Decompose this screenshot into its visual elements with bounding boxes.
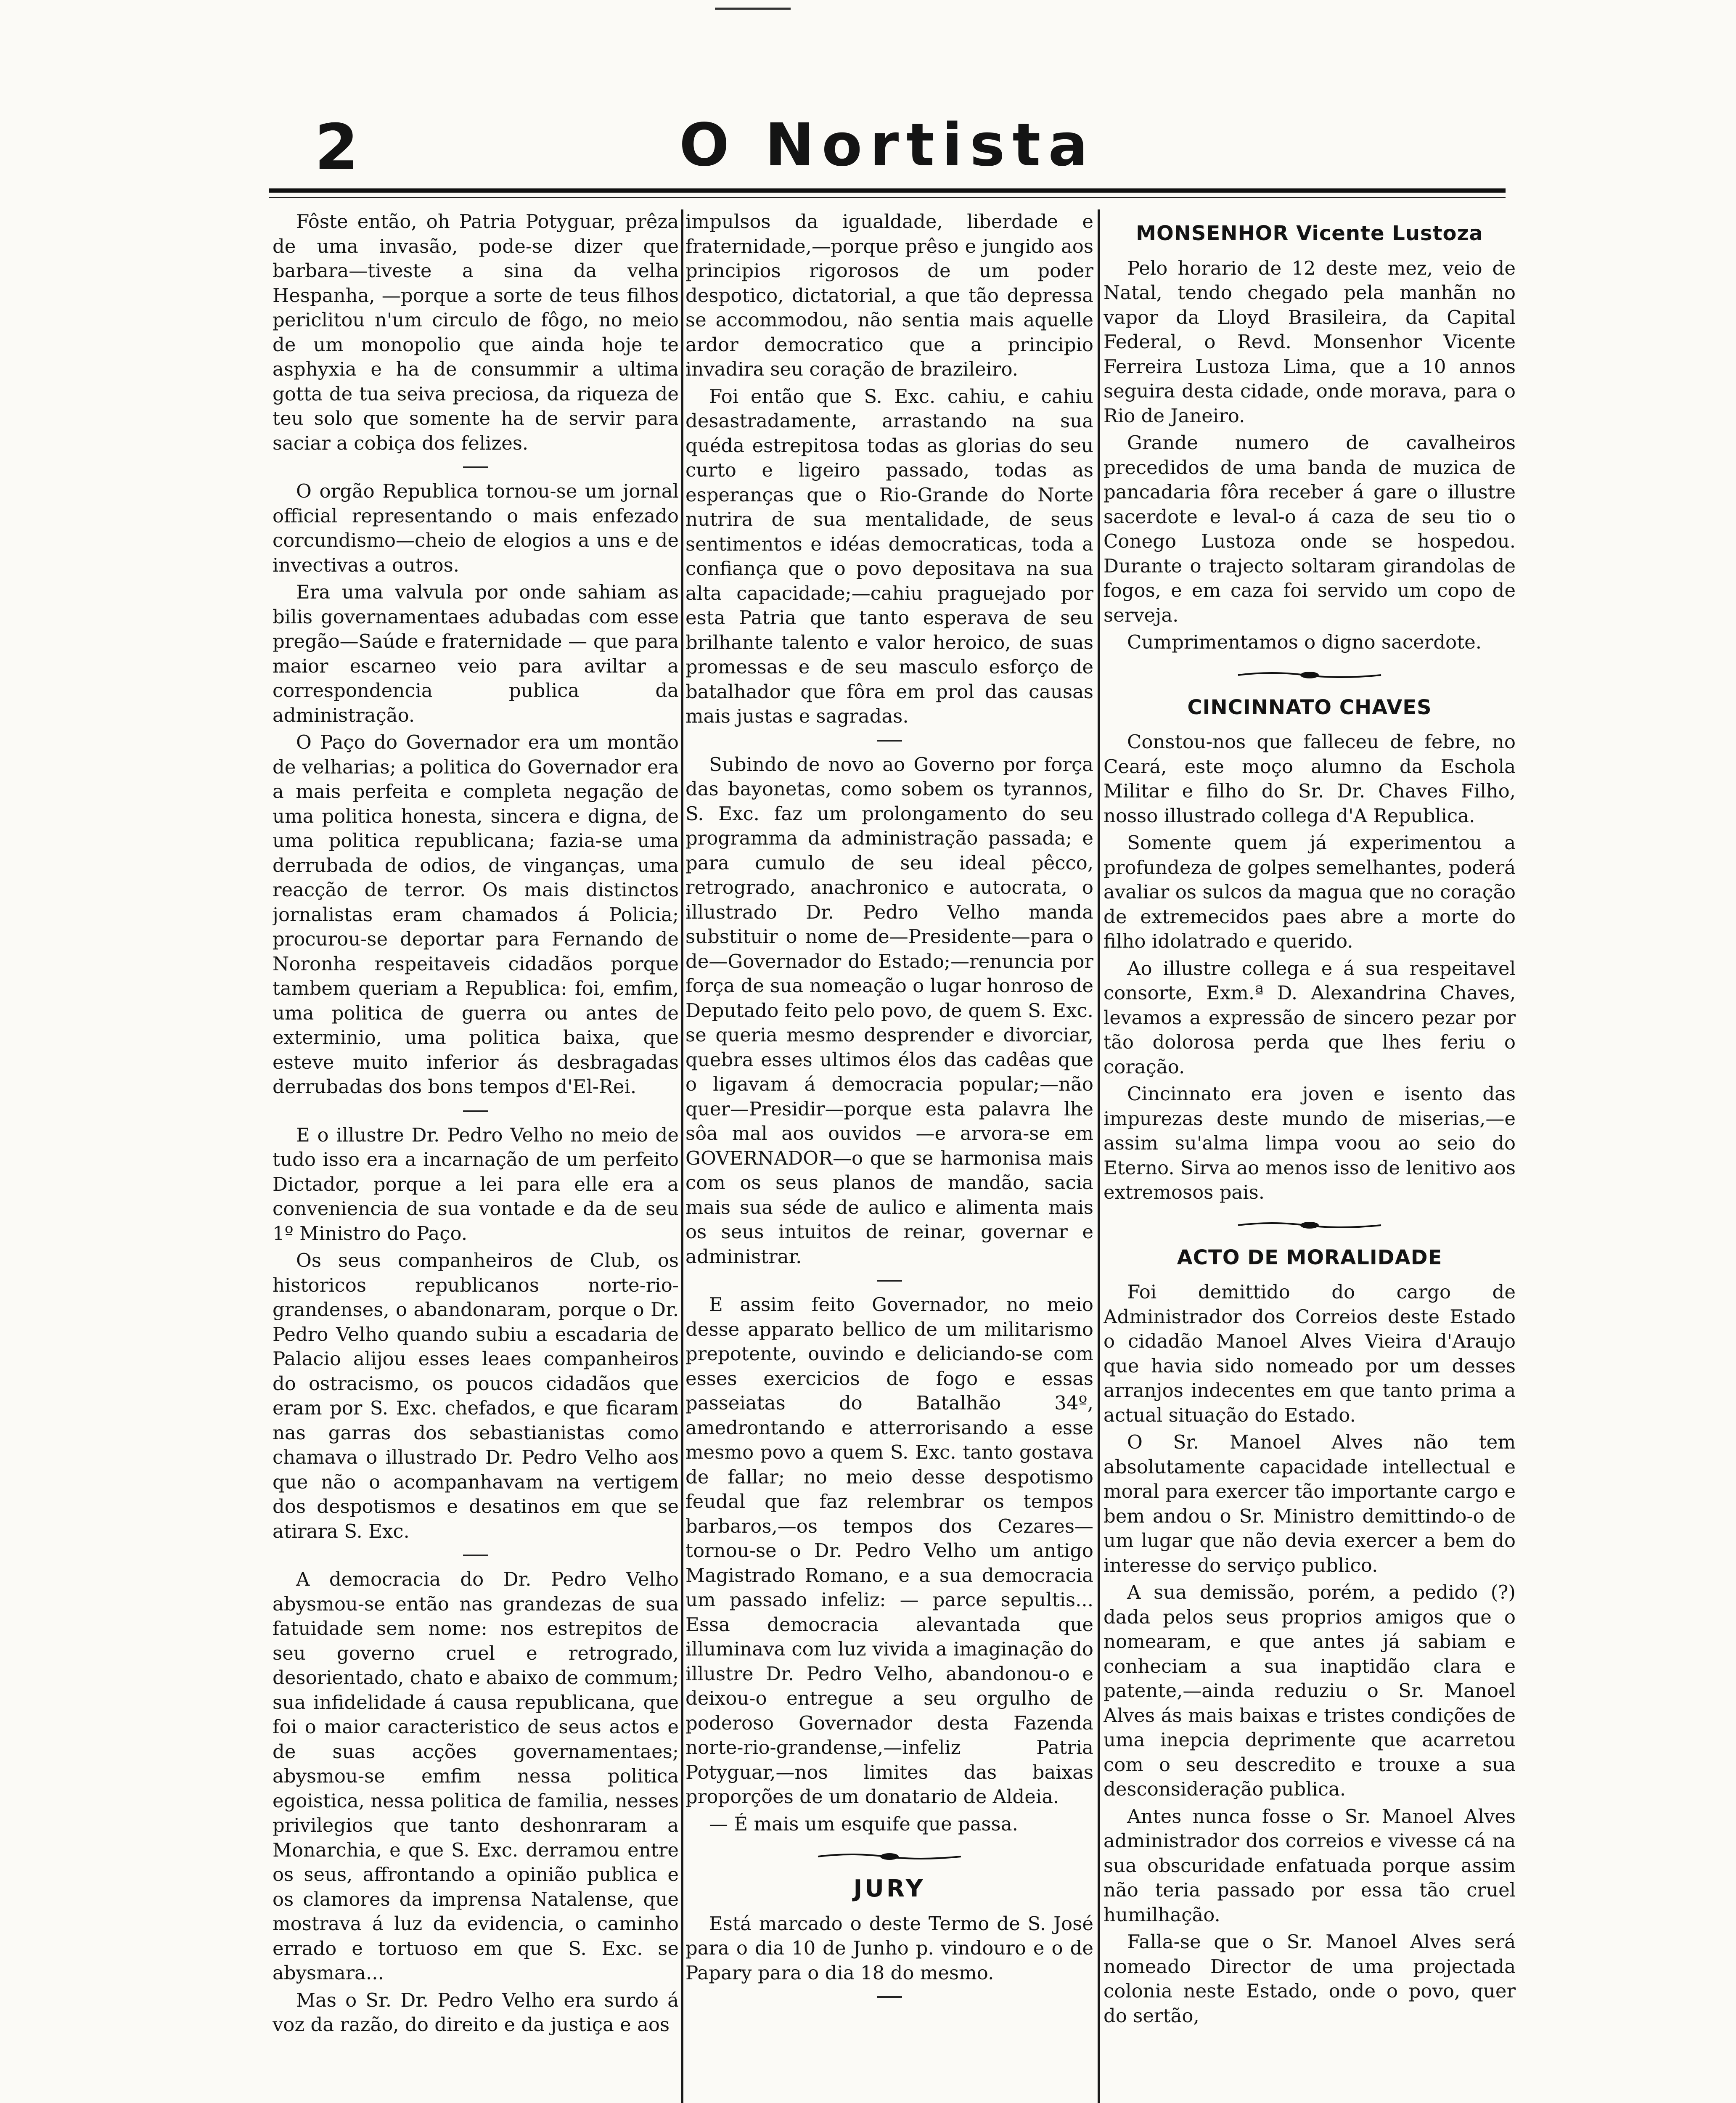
article-paragraph: Fôste então, oh Patria Potyguar, prêza de uma invasão, pode-se dizer que barbara—tiveste a sina da velha Hespanha, —porque a sorte de teus filhos periclitou n'um circulo de fôgo, no meio de um monopolio que ainda hoje te asphyxia e ha de consummir a ultima gotta de tua seiva preciosa, da riqueza de teu solo que somente ha de servir para saciar a cobiça dos felizes.: [273, 210, 679, 454]
section-rule: [877, 1996, 902, 1998]
column-left: [273, 209, 679, 2103]
ornament-divider: [1234, 669, 1385, 681]
ornament-divider: [814, 1851, 965, 1862]
article-paragraph: Somente quem já experimentou a profundeza de golpes semelhantes, poderá avaliar os sulcos da magua que no coração de extremecidos paes abre a morte do filho idolatrado e querido.: [1104, 832, 1516, 952]
article-paragraph: Falla-se que o Sr. Manoel Alves será nomeado Director de uma projectada colonia neste Estado, onde o povo, quer do sertão,: [1104, 1931, 1516, 2027]
section-rule: [463, 1555, 488, 1556]
section-rule: [877, 1280, 902, 1282]
article-paragraph: O orgão Republica tornou-se um jornal official representando o mais enfezado corcundismo—cheio de elogios a uns e de invectivas a outros.: [273, 480, 679, 576]
article-paragraph: Grande numero de cavalheiros precedidos de uma banda de muzica de pancadaria fôra receber á gare o illustre sacerdote e leval-o á caza de seu tio o Conego Lustoza onde se hospedou. Durante o trajecto soltaram girandolas de fogos, e em caza foi servido um copo de serveja.: [1104, 432, 1516, 626]
article-paragraph: Foi demittido do cargo de Administrador dos Correios deste Estado o cidadão Manoel Alves Vieira d'Araujo que havia sido nomeado por um desses arranjos indecentes em que tanto prima a actual situação do Estado.: [1104, 1281, 1516, 1426]
article-paragraph: Antes nunca fosse o Sr. Manoel Alves administrador dos correios e vivesse cá na sua obscuridade enfatuada porque assim não teria passado por essa tão cruel humilhação.: [1104, 1805, 1516, 1926]
article-paragraph: Está marcado o deste Termo de S. José para o dia 10 de Junho p. vindouro e o de Papary para o dia 18 do mesmo.: [685, 1912, 1093, 1984]
article-paragraph: A democracia do Dr. Pedro Velho abysmou-se então nas grandezas de sua fatuidade sem nome: nos estrepitos de seu governo cruel e retrogrado, desorientado, chato e abaixo de commum; sua infidelidade á causa republicana, que foi o maior caracteristico de seus actos e de suas acções governamentaes; abysmou-se emfim nessa politica egoistica, nessa politica de familia, nesses privilegios que tanto deshonraram a Monarchia, e que S. Exc. derramou entre os seus, affrontando a opinião publica e os clamores da imprensa Natalense, que mostrava á luz da evidencia, o caminho errado e tortuoso em que S. Exc. se abysmara...: [273, 1568, 679, 1984]
article-paragraph: O Paço do Governador era um montão de velharias; a politica do Governador era a mais perfeita e completa negação de uma politica honesta, sincera e digna, de uma politica republicana; fazia-se uma derrubada de odios, de vinganças, uma reacção de terror. Os mais distinctos jornalistas eram chamados á Policia; procurou-se deportar para Fernando de Noronha respeitaveis cidadãos porque tambem queriam a Republica: foi, emfim, uma politica de guerra ou antes de exterminio, uma politica baixa, que esteve muito inferior ás desbragadas derrubadas dos bons tempos d'El-Rei.: [273, 731, 679, 1098]
article-paragraph: impulsos da igualdade, liberdade e fraternidade,—porque prêso e jungido aos principios rigorosos de um poder despotico, dictatorial, a que tão depressa se accommodou, não sentia mais aquelle ardor democratico que a principio invadira seu coração de brazileiro.: [685, 210, 1093, 380]
section-rule: [463, 466, 488, 468]
column-right: [1104, 209, 1516, 2103]
article-paragraph: E o illustre Dr. Pedro Velho no meio de tudo isso era a incarnação de um perfeito Dictador, porque a lei para elle era a conveniencia de sua vontade e da de seu 1º Ministro do Paço.: [273, 1123, 679, 1245]
article-paragraph: Subindo de novo ao Governo por força das bayonetas, como sobem os tyrannos, S. Exc. faz um prolongamento do seu programma da administração passada; e para cumulo de seu ideal pêcco, retrogrado, anachronico e autocrata, o illustrado Dr. Pedro Velho manda substituir o nome de—Presidente—para o de—Governador do Estado;—renuncia por força de sua nomeação o lugar honroso de Deputado feito pelo povo, de quem S. Exc. se queria mesmo desprender e divorciar, quebra esses ultimos élos das cadêas que o ligavam á democracia popular;—não quer—Presidir—porque esta palavra lhe sôa mal aos ouvidos —e arvora-se em GOVERNADOR—o que se harmonisa mais com os seus planos de mandão, sacia mais sua séde de aulico e alimenta mais os seus intuitos de reinar, governar e administrar.: [685, 753, 1093, 1268]
article-paragraph: O Sr. Manoel Alves não tem absolutamente capacidade intellectual e moral para exercer tão importante cargo e bem andou o Sr. Ministro demittindo-o de um lugar que não devia exercer a bem do interesse do serviço publico.: [1104, 1431, 1516, 1576]
article-paragraph: Cumprimentamos o digno sacerdote.: [1127, 631, 1482, 653]
article-paragraph: Foi então que S. Exc. cahiu, e cahiu desastradamente, arrastando na sua quéda estrepitosa todas as glorias do seu curto e ligeiro passado, todas as esperanças que o Rio-Grande do Norte nutrira de sua mentalidade, de seus sentimentos e idéas democraticas, toda a confiança que o povo depositava na sua alta capacidade;—cahiu praguejado por esta Patria que tanto esperava de seu brilhante talento e valor heroico, de suas promessas e de seu masculo esforço de batalhador que fôra em prol das causas mais justas e sagradas.: [685, 385, 1093, 727]
column-divider: [1098, 209, 1100, 2103]
article-paragraph: A sua demissão, porém, a pedido (?) dada pelos seus proprios amigos que o nomearam, e que antes já sabiam e conheciam a sua inaptidão clara e patente,—ainda reduziu o Sr. Manoel Alves ás mais baixas e tristes condições de uma inepcia deprimente que acarretou com o seu descredito e trouxe a sua desconsideração publica.: [1104, 1581, 1516, 1800]
article-paragraph: Constou-nos que falleceu de febre, no Ceará, este moço alumno da Eschola Militar e filho do Sr. Dr. Chaves Filho, nosso illustrado collega d'A Republica.: [1104, 731, 1516, 827]
masthead-rule: [269, 188, 1506, 193]
article-heading: ACTO DE MORALIDADE: [1177, 1245, 1442, 1269]
article-heading: JURY: [853, 1875, 926, 1902]
column-middle: [685, 209, 1093, 2103]
article-paragraph: E assim feito Governador, no meio desse apparato bellico de um militarismo prepotente, ouvindo e deliciando-se com esses exercicios de fogo e essas passeiatas do Batalhão 34º, amedrontando e atterrorisando a esse mesmo povo a quem S. Exc. tanto gostava de fallar; no meio desse despotismo feudal que faz relembrar os tempos barbaros,—os tempos dos Cezares—tornou-se o Dr. Pedro Velho um antigo Magistrado Romano, e a sua democracia um passado infeliz: — parce sepultis... Essa democracia alevantada que illuminava com luz vivida a imaginação do illustre Dr. Pedro Velho, abandonou-o e deixou-o entregue a seu orgulho de poderoso Governador desta Fazenda norte-rio-grandense,—infeliz Patria Potyguar,—nos limites das baixas proporções de um donatario de Aldeia.: [685, 1293, 1093, 1808]
article-paragraph: Os seus companheiros de Club, os historicos republicanos norte-rio-grandenses, o abandonaram, porque o Dr. Pedro Velho quando subiu a escadaria de Palacio alijou esses leaes companheiros do ostracismo, os poucos cidadãos que eram por S. Exc. chefados, e que ficaram nas garras dos sebastianistas como chamava o illustrado Dr. Pedro Velho aos que não o acompanhavam na vertigem dos despotismos e desatinos em que se atirara S. Exc.: [273, 1249, 679, 1542]
ornament-divider: [1234, 1219, 1385, 1231]
newspaper-title: O Nortista: [679, 111, 1096, 180]
masthead-rule-thin: [269, 197, 1506, 198]
article-heading: MONSENHOR Vicente Lustoza: [1136, 222, 1483, 245]
page-number: 2: [315, 111, 359, 184]
article-paragraph: Mas o Sr. Dr. Pedro Velho era surdo á voz da razão, do direito e da justiça e aos: [273, 1989, 679, 2036]
article-paragraph: — É mais um esquife que passa.: [709, 1812, 1018, 1835]
article-paragraph: Cincinnato era joven e isento das impurezas deste mundo de miserias,—e assim su'alma limpa voou ao seio do Eterno. Sirva ao menos isso de lenitivo aos extremosos pais.: [1104, 1083, 1516, 1203]
article-paragraph: Pelo horario de 12 deste mez, veio de Natal, tendo chegado pela manhãn no vapor da Lloyd Brasileira, da Capital Federal, o Revd. Monsenhor Vicente Ferreira Lustoza Lima, que a 10 annos seguira desta cidade, onde morava, para o Rio de Janeiro.: [1104, 257, 1516, 427]
column-divider: [681, 209, 683, 2103]
article-heading: CINCINNATO CHAVES: [1187, 695, 1432, 719]
scan-noise: [715, 8, 791, 10]
section-rule: [877, 740, 902, 742]
section-rule: [463, 1110, 488, 1112]
article-paragraph: Ao illustre collega e á sua respeitavel consorte, Exm.ª D. Alexandrina Chaves, levamos a expressão de sincero pezar por tão dolorosa perda que lhes feriu o coração.: [1104, 957, 1516, 1078]
article-paragraph: Era uma valvula por onde sahiam as bilis governamentaes adubadas com esse pregão—Saúde e fraternidade — que para maior escarneo veio para aviltar a correspondencia publica da administração.: [273, 581, 679, 726]
